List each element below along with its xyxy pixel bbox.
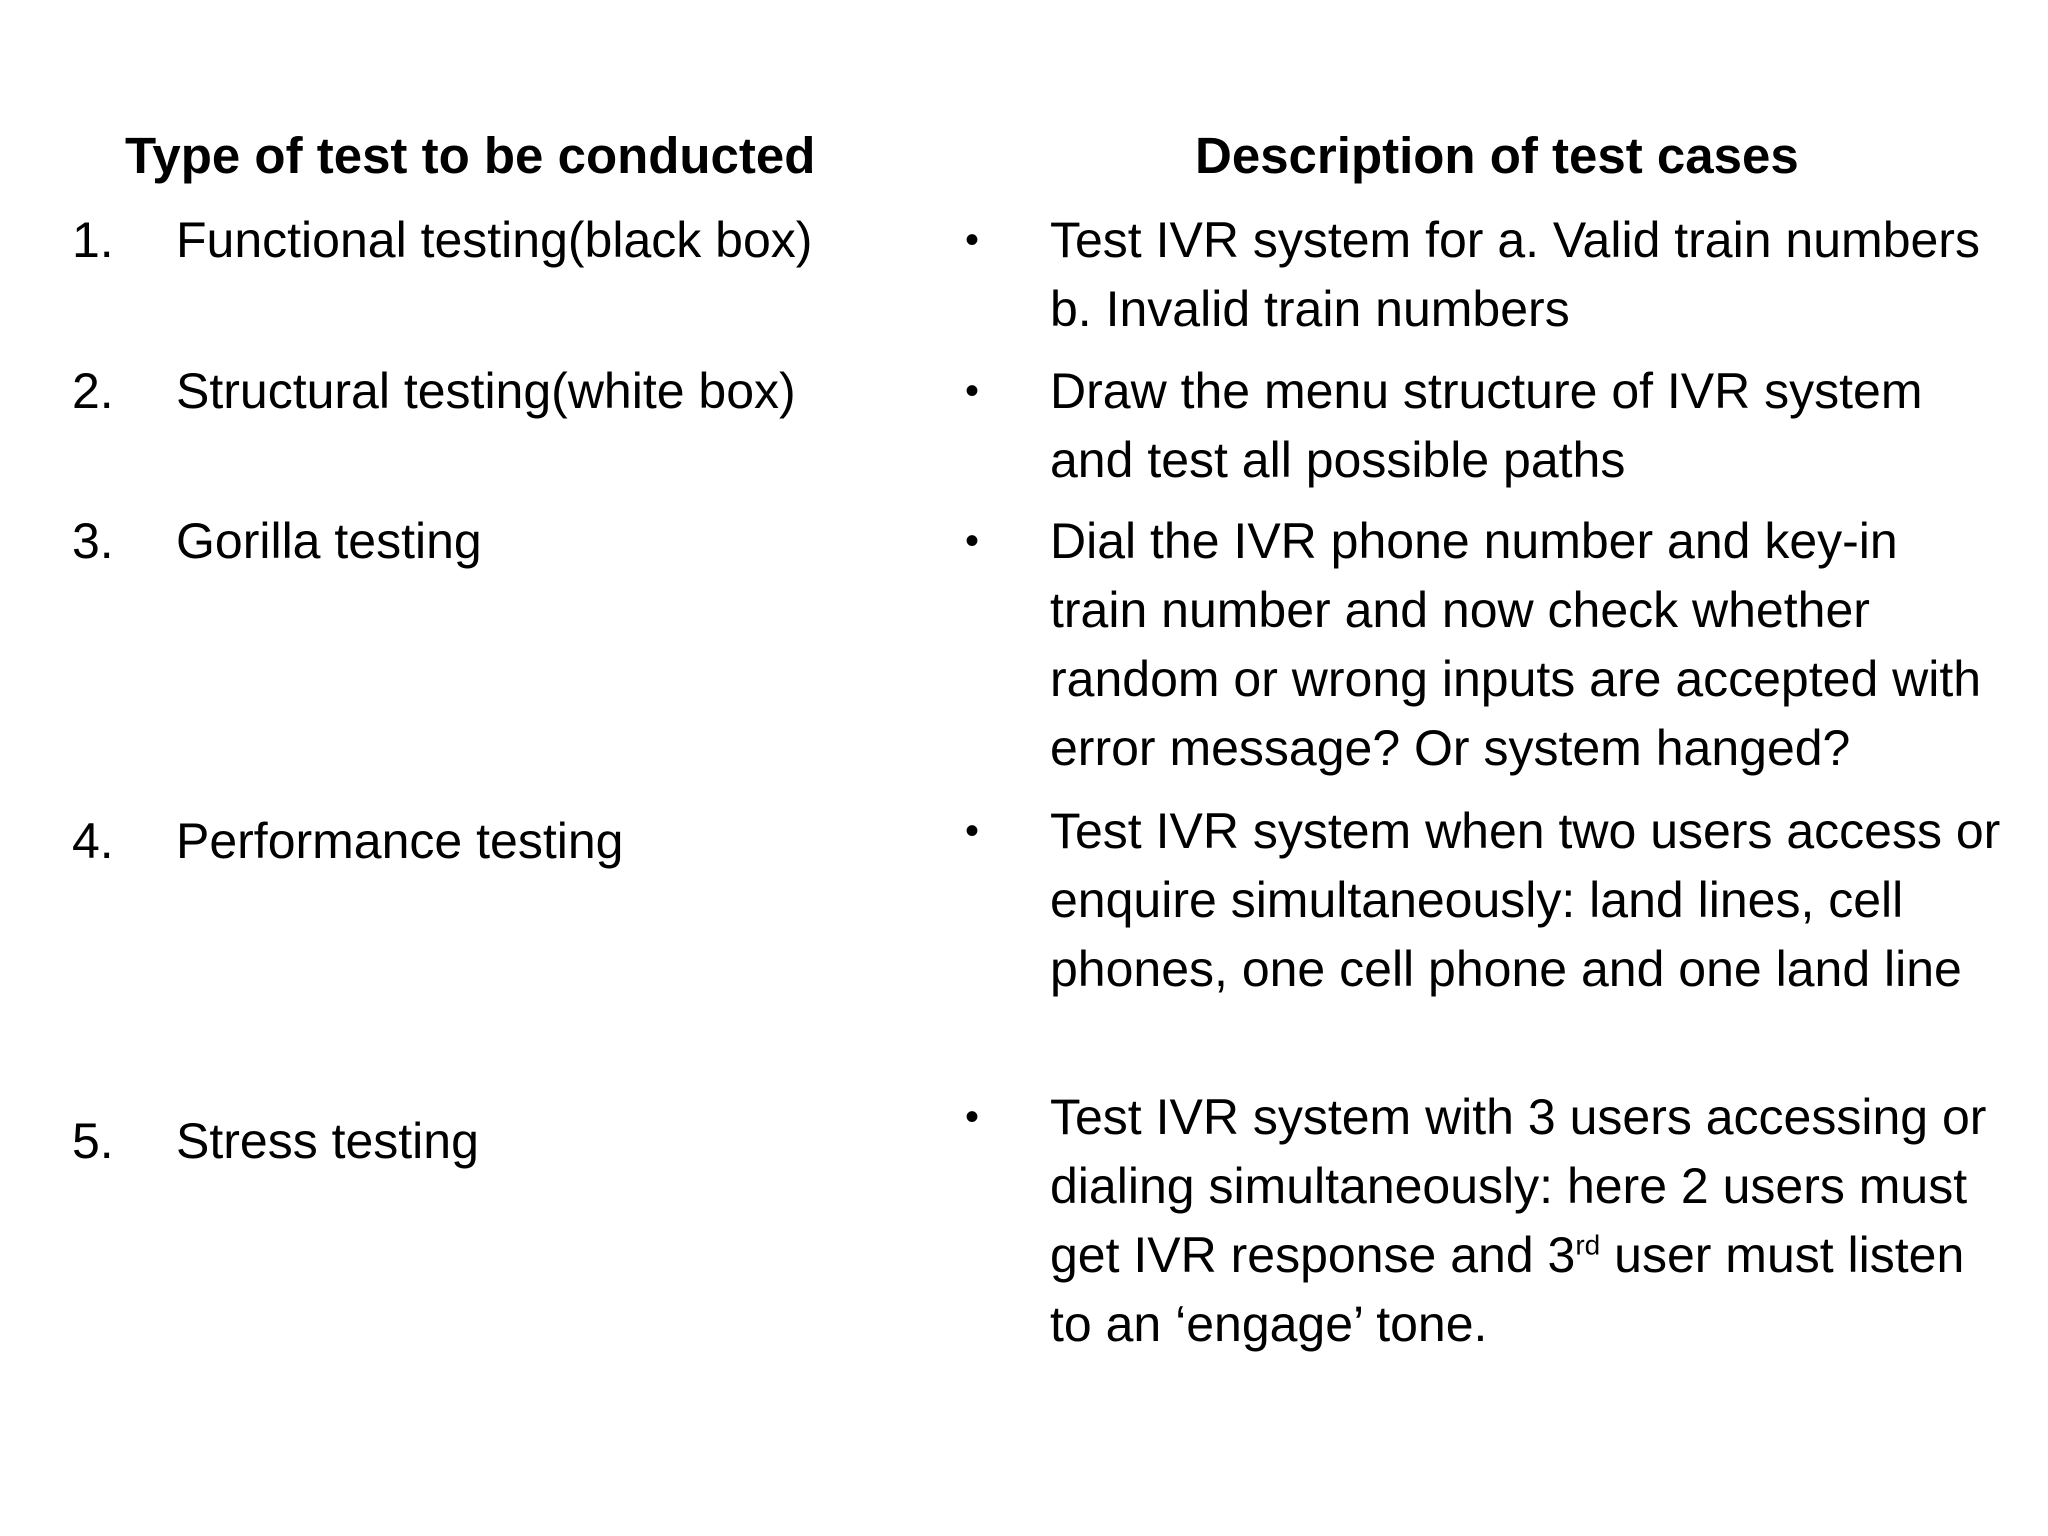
test-type-label: Structural testing(white box) — [176, 363, 796, 419]
description-text: Draw the menu structure of IVR system and test all possible paths — [1050, 363, 1923, 488]
test-case-description — [965, 507, 2005, 783]
test-type-number: 2. — [72, 363, 114, 419]
test-type-number: 3. — [72, 513, 114, 569]
test-case-description — [965, 206, 2005, 344]
test-case-description — [965, 797, 2005, 1004]
bullet-icon: • — [965, 809, 980, 853]
test-type-item — [72, 507, 482, 575]
description-text: Dial the IVR phone number and key-in train number and now check whether random or wrong inputs are accepted with error message? Or system hanged? — [1050, 513, 1982, 776]
bullet-icon: • — [965, 369, 980, 413]
test-type-label: Gorilla testing — [176, 513, 482, 569]
description-text: Test IVR system for a. Valid train numbers b. Invalid train numbers — [1050, 212, 1980, 337]
bullet-icon: • — [965, 218, 980, 262]
test-type-number: 1. — [72, 212, 114, 268]
description-text — [1050, 1083, 2005, 1359]
test-case-description — [965, 1083, 2005, 1359]
description-text-part: Test IVR system with 3 users accessing or dialing simultaneously: here 2 users must get IVR response and 3 — [1050, 1089, 1987, 1283]
description-text: Test IVR system when two users access or enquire simultaneously: land lines, cell phones, one cell phone and one land line — [1050, 803, 2001, 997]
description-text-part: user must listen to an ‘engage’ tone. — [1050, 1227, 1965, 1352]
test-type-item — [72, 807, 623, 875]
test-type-item — [72, 357, 796, 425]
right-column-heading: Description of test cases — [1195, 127, 1799, 184]
left-column-heading: Type of test to be conducted — [125, 127, 816, 184]
test-type-number: 5. — [72, 1113, 114, 1169]
bullet-icon: • — [965, 1095, 980, 1139]
test-type-label: Functional testing(black box) — [176, 212, 813, 268]
test-type-item — [72, 1107, 479, 1175]
test-case-description — [965, 357, 2005, 495]
test-type-item — [72, 206, 812, 274]
bullet-icon: • — [965, 519, 980, 563]
test-type-number: 4. — [72, 813, 114, 869]
test-type-label: Performance testing — [176, 813, 624, 869]
test-type-label: Stress testing — [176, 1113, 479, 1169]
ordinal-superscript: rd — [1575, 1229, 1601, 1261]
